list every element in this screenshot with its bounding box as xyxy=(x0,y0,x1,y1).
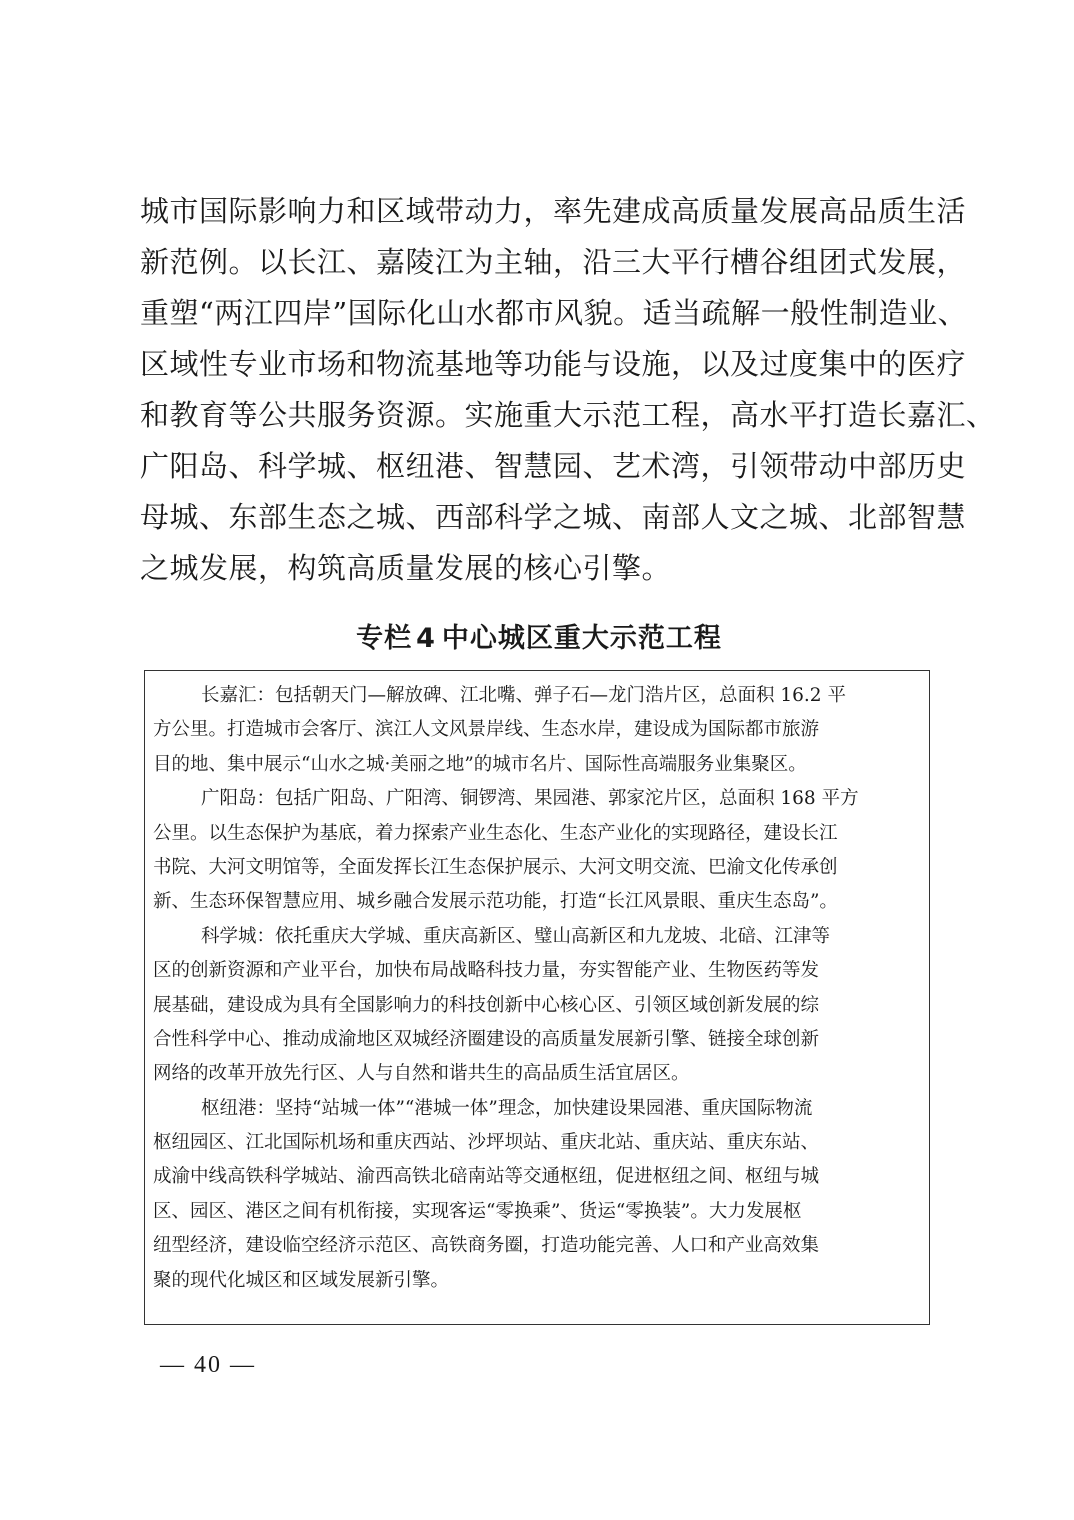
body-line: 新范例。以长江、嘉陵江为主轴，沿三大平行槽谷组团式发展， xyxy=(140,245,967,279)
box-line: 新、生态环保智慧应用、城乡融合发展示范功能，打造“长江风景眼、重庆生态岛”。 xyxy=(153,891,838,913)
box-line: 枢纽园区、江北国际机场和重庆西站、沙坪坝站、重庆北站、重庆站、重庆东站、 xyxy=(153,1132,820,1154)
feature-box xyxy=(144,670,930,1325)
box-title-number: 4 xyxy=(416,623,436,654)
body-line: 之城发展，构筑高质量发展的核心引擎。 xyxy=(140,551,672,585)
box-line: 纽型经济，建设临空经济示范区、高铁商务圈，打造功能完善、人口和产业高效集 xyxy=(153,1235,820,1257)
box-line: 合性科学中心、推动成渝地区双城经济圈建设的高质量发展新引擎、链接全球创新 xyxy=(153,1028,820,1050)
body-line: 和教育等公共服务资源。实施重大示范工程，高水平打造长嘉汇、 xyxy=(140,398,996,432)
body-line: 城市国际影响力和区域带动力，率先建成高质量发展高品质生活 xyxy=(140,194,967,228)
box-title-prefix: 专栏 xyxy=(356,623,413,654)
body-line: 母城、东部生态之城、西部科学之城、南部人文之城、北部智慧 xyxy=(140,500,967,534)
body-line: 区域性专业市场和物流基地等功能与设施，以及过度集中的医疗 xyxy=(140,347,967,381)
body-line: 广阳岛、科学城、枢纽港、智慧园、艺术湾，引领带动中部历史 xyxy=(140,449,967,483)
feature-box-content xyxy=(153,679,923,1298)
box-line: 科学城：依托重庆大学城、重庆高新区、璧山高新区和九龙坡、北碚、江津等 xyxy=(201,925,831,947)
box-line: 书院、大河文明馆等，全面发挥长江生态保护展示、大河文明交流、巴渝文化传承创 xyxy=(153,856,838,878)
box-line: 网络的改革开放先行区、人与自然和谐共生的高品质生活宜居区。 xyxy=(153,1063,690,1085)
box-line: 公里。以生态保护为基底，着力探索产业生态化、生态产业化的实现路径，建设长江 xyxy=(153,822,838,844)
box-line: 成渝中线高铁科学城站、渝西高铁北碚南站等交通枢纽，促进枢纽之间、枢纽与城 xyxy=(153,1166,820,1188)
box-line: 展基础，建设成为具有全国影响力的科技创新中心核心区、引领区域创新发展的综 xyxy=(153,994,820,1016)
body-paragraph xyxy=(140,186,996,594)
box-line: 聚的现代化城区和区域发展新引擎。 xyxy=(153,1269,450,1291)
box-line: 广阳岛：包括广阳岛、广阳湾、铜锣湾、果园港、郭家沱片区，总面积 168 平方 xyxy=(201,788,859,810)
box-title xyxy=(140,614,938,664)
page-number: — 40 — xyxy=(160,1352,256,1378)
box-line: 方公里。打造城市会客厅、滨江人文风景岸线、生态水岸，建设成为国际都市旅游 xyxy=(153,719,820,741)
body-line: 重塑“两江四岸”国际化山水都市风貌。适当疏解一般性制造业、 xyxy=(140,296,968,330)
box-title-text: 中心城区重大示范工程 xyxy=(441,623,722,654)
box-line: 长嘉汇：包括朝天门—解放碑、江北嘴、弹子石—龙门浩片区，总面积 16.2 平 xyxy=(201,685,846,706)
box-line: 目的地、集中展示“山水之城·美丽之地”的城市名片、国际性高端服务业集聚区。 xyxy=(153,753,807,775)
box-line: 区、园区、港区之间有机衔接，实现客运“零换乘”、货运“零换装”。大力发展枢 xyxy=(153,1200,802,1222)
box-line: 区的创新资源和产业平台，加快布局战略科技力量，夯实智能产业、生物医药等发 xyxy=(153,960,820,982)
box-line: 枢纽港：坚持“站城一体”“港城一体”理念，加快建设果园港、重庆国际物流 xyxy=(201,1097,813,1119)
